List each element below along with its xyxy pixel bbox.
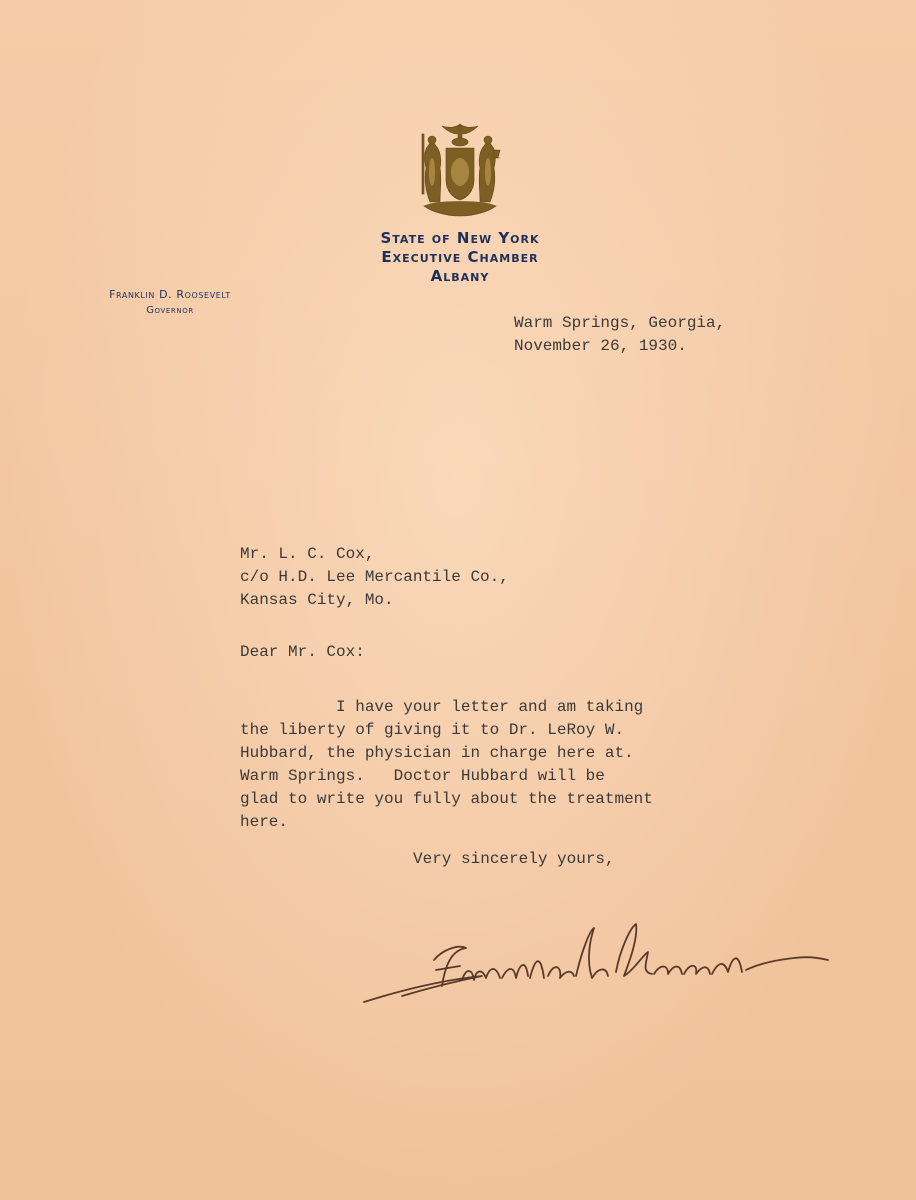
- dateline-place: Warm Springs, Georgia,: [514, 314, 726, 332]
- body-line: Hubbard, the physician in charge here at.: [240, 744, 634, 762]
- dateline: [514, 312, 725, 358]
- body-line: the liberty of giving it to Dr. LeRoy W.: [240, 721, 625, 739]
- recipient-name: Mr. L. C. Cox,: [240, 545, 375, 563]
- letterhead-state: State of New York: [380, 229, 540, 247]
- body-line: here.: [240, 813, 289, 831]
- letter-body: [240, 696, 653, 834]
- salutation: Dear Mr. Cox:: [240, 643, 365, 661]
- body-line: glad to write you fully about the treatment: [240, 790, 653, 808]
- sender-title: Governor: [146, 305, 194, 316]
- recipient-company: c/o H.D. Lee Mercantile Co.,: [240, 568, 509, 586]
- letterhead-city: Albany: [430, 267, 490, 285]
- sender-name: Franklin D. Roosevelt: [109, 288, 231, 301]
- dateline-date: November 26, 1930.: [514, 337, 687, 355]
- new-york-state-seal-icon: [418, 120, 502, 220]
- letterhead: [340, 229, 580, 286]
- body-line: Warm Springs. Doctor Hubbard will be: [240, 767, 605, 785]
- body-line: I have your letter and am taking: [240, 698, 644, 716]
- sender-block: [80, 288, 260, 318]
- signature: [362, 920, 832, 1010]
- letterhead-office: Executive Chamber: [381, 248, 539, 266]
- recipient-city: Kansas City, Mo.: [240, 591, 394, 609]
- closing: Very sincerely yours,: [413, 850, 615, 868]
- recipient-address: [240, 543, 509, 612]
